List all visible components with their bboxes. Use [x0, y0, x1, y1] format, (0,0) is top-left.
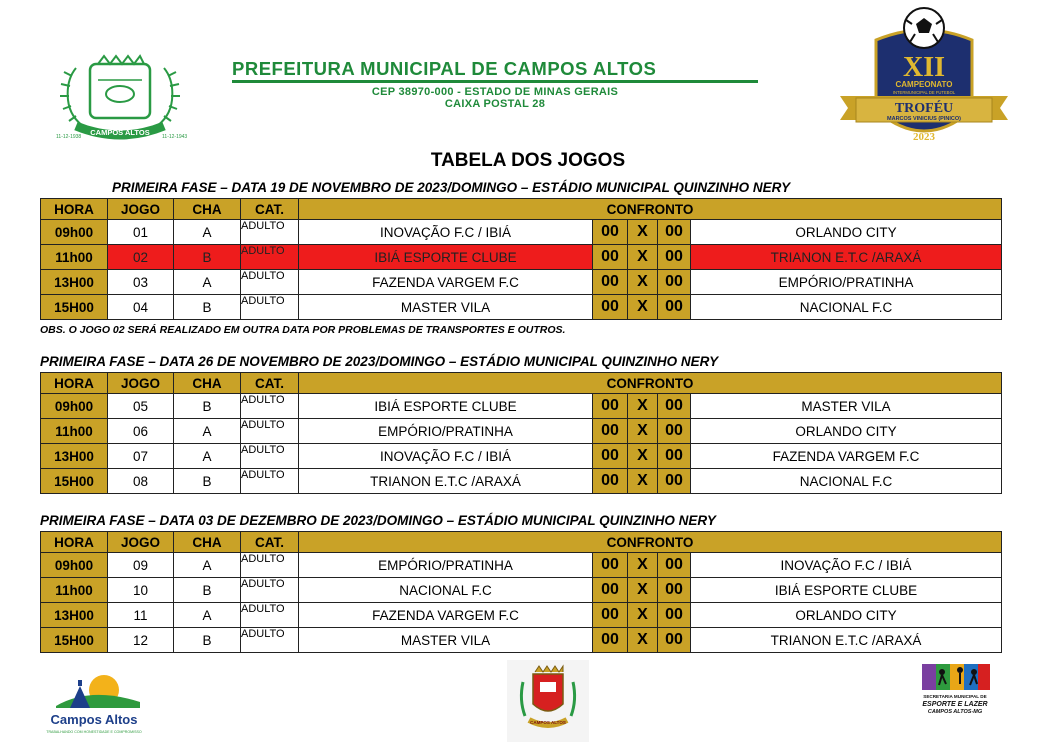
title-rule	[232, 80, 758, 83]
cell-home-team: TRIANON E.T.C /ARAXÁ	[299, 469, 593, 494]
cell-away-team: EMPÓRIO/PRATINHA	[691, 270, 1002, 295]
cell-home-team: FAZENDA VARGEM F.C	[299, 603, 593, 628]
table-row	[41, 220, 1002, 245]
cell-jogo: 02	[108, 245, 174, 270]
cell-cat: ADULTO	[241, 245, 299, 270]
cell-versus: X	[628, 578, 658, 603]
table-row	[41, 444, 1002, 469]
cell-home-score: 00	[593, 270, 628, 295]
cell-hora: 15H00	[41, 469, 108, 494]
city-crest-logo	[46, 50, 194, 142]
cell-jogo: 06	[108, 419, 174, 444]
cell-cat: ADULTO	[241, 444, 299, 469]
table-row	[41, 419, 1002, 444]
table-row	[41, 394, 1002, 419]
cell-away-score: 00	[658, 245, 691, 270]
cell-cha: B	[174, 245, 241, 270]
col-cha: CHA	[174, 532, 241, 553]
table-row	[41, 270, 1002, 295]
cell-jogo: 11	[108, 603, 174, 628]
cell-home-score: 00	[593, 245, 628, 270]
cell-away-score: 00	[658, 553, 691, 578]
cell-away-score: 00	[658, 469, 691, 494]
emblem-roman: XII	[902, 52, 946, 83]
table-header-row	[41, 199, 1002, 220]
footer-left-logo-text: Campos Altos	[50, 712, 138, 727]
col-jogo: JOGO	[108, 532, 174, 553]
cell-jogo: 03	[108, 270, 174, 295]
cell-away-team: FAZENDA VARGEM F.C	[691, 444, 1002, 469]
crest-date-left: 11-12-1938	[56, 134, 82, 140]
cell-away-team: INOVAÇÃO F.C / IBIÁ	[691, 553, 1002, 578]
cell-versus: X	[628, 469, 658, 494]
emblem-line2: INTERMUNICIPAL DE FUTEBOL	[892, 90, 956, 95]
cell-away-score: 00	[658, 394, 691, 419]
cell-cat: ADULTO	[241, 603, 299, 628]
cell-away-score: 00	[658, 444, 691, 469]
cell-versus: X	[628, 394, 658, 419]
phase-3-title: PRIMEIRA FASE – DATA 03 DE DEZEMBRO DE 2023/DOMINGO – ESTÁDIO MUNICIPAL QUINZINHO NERY	[40, 513, 716, 528]
championship-emblem	[836, 6, 1012, 160]
col-cat: CAT.	[241, 532, 299, 553]
cell-hora: 11h00	[41, 245, 108, 270]
cell-hora: 09h00	[41, 394, 108, 419]
cell-cha: B	[174, 578, 241, 603]
col-hora: HORA	[41, 373, 108, 394]
cell-cha: A	[174, 270, 241, 295]
cell-versus: X	[628, 628, 658, 653]
cell-cha: A	[174, 444, 241, 469]
cell-cat: ADULTO	[241, 270, 299, 295]
cell-versus: X	[628, 220, 658, 245]
footer-secretariat-line1: SECRETARIA MUNICIPAL DE	[923, 694, 987, 699]
cell-home-team: EMPÓRIO/PRATINHA	[299, 553, 593, 578]
col-hora: HORA	[41, 199, 108, 220]
col-confronto: CONFRONTO	[299, 199, 1002, 220]
col-cha: CHA	[174, 199, 241, 220]
cell-home-team: INOVAÇÃO F.C / IBIÁ	[299, 220, 593, 245]
cell-cha: B	[174, 469, 241, 494]
cell-home-team: NACIONAL F.C	[299, 578, 593, 603]
table-row	[41, 578, 1002, 603]
cell-cat: ADULTO	[241, 220, 299, 245]
cell-home-team: EMPÓRIO/PRATINHA	[299, 419, 593, 444]
cell-versus: X	[628, 245, 658, 270]
sports-secretariat-logo	[918, 662, 992, 726]
table-row	[41, 603, 1002, 628]
cell-cha: A	[174, 419, 241, 444]
cell-cha: B	[174, 394, 241, 419]
cell-jogo: 07	[108, 444, 174, 469]
cell-jogo: 04	[108, 295, 174, 320]
address-line: CEP 38970-000 - ESTADO DE MINAS GERAIS	[371, 86, 619, 98]
crest-ribbon-text: CAMPOS ALTOS	[90, 128, 150, 137]
table-header-row	[41, 373, 1002, 394]
phase-2-title: PRIMEIRA FASE – DATA 26 DE NOVEMBRO DE 2023/DOMINGO – ESTÁDIO MUNICIPAL QUINZINHO NERY	[40, 354, 719, 369]
cell-home-score: 00	[593, 578, 628, 603]
col-cat: CAT.	[241, 373, 299, 394]
cell-hora: 09h00	[41, 553, 108, 578]
footer-secretariat-line2: ESPORTE E LAZER	[922, 701, 988, 708]
cell-cha: B	[174, 628, 241, 653]
cell-away-score: 00	[658, 628, 691, 653]
table-row	[41, 469, 1002, 494]
cell-jogo: 01	[108, 220, 174, 245]
games-table-phase-2	[40, 372, 1002, 494]
cell-versus: X	[628, 603, 658, 628]
cell-hora: 11h00	[41, 419, 108, 444]
cell-hora: 11h00	[41, 578, 108, 603]
table-row	[41, 553, 1002, 578]
cell-cat: ADULTO	[241, 295, 299, 320]
cell-hora: 09h00	[41, 220, 108, 245]
cell-hora: 13H00	[41, 444, 108, 469]
col-jogo: JOGO	[108, 373, 174, 394]
cell-cha: A	[174, 603, 241, 628]
cell-home-score: 00	[593, 444, 628, 469]
emblem-year: 2023	[913, 131, 935, 143]
municipal-crest-footer	[507, 660, 589, 742]
cell-jogo: 05	[108, 394, 174, 419]
cell-away-team: ORLANDO CITY	[691, 419, 1002, 444]
cell-versus: X	[628, 419, 658, 444]
cell-cat: ADULTO	[241, 578, 299, 603]
cell-home-score: 00	[593, 295, 628, 320]
cell-versus: X	[628, 444, 658, 469]
cell-home-score: 00	[593, 419, 628, 444]
cell-home-score: 00	[593, 394, 628, 419]
col-cat: CAT.	[241, 199, 299, 220]
col-jogo: JOGO	[108, 199, 174, 220]
cell-home-score: 00	[593, 469, 628, 494]
cell-hora: 13H00	[41, 603, 108, 628]
cell-hora: 15H00	[41, 628, 108, 653]
cell-hora: 15H00	[41, 295, 108, 320]
cell-home-score: 00	[593, 603, 628, 628]
cell-away-team: ORLANDO CITY	[691, 220, 1002, 245]
cell-home-team: MASTER VILA	[299, 628, 593, 653]
table-header-row	[41, 532, 1002, 553]
document-title: TABELA DOS JOGOS	[430, 150, 626, 171]
prefecture-title: PREFEITURA MUNICIPAL DE CAMPOS ALTOS	[232, 58, 657, 79]
cell-jogo: 08	[108, 469, 174, 494]
table-row	[41, 295, 1002, 320]
cell-away-team: NACIONAL F.C	[691, 469, 1002, 494]
cell-away-score: 00	[658, 419, 691, 444]
crest-date-right: 11-12-1943	[162, 134, 188, 140]
cell-jogo: 12	[108, 628, 174, 653]
cell-home-score: 00	[593, 553, 628, 578]
cell-versus: X	[628, 553, 658, 578]
cell-home-team: IBIÁ ESPORTE CLUBE	[299, 394, 593, 419]
cell-away-team: ORLANDO CITY	[691, 603, 1002, 628]
cell-away-score: 00	[658, 603, 691, 628]
cell-away-team: IBIÁ ESPORTE CLUBE	[691, 578, 1002, 603]
cell-away-team: NACIONAL F.C	[691, 295, 1002, 320]
cell-away-team: MASTER VILA	[691, 394, 1002, 419]
cell-cat: ADULTO	[241, 628, 299, 653]
cell-away-score: 00	[658, 270, 691, 295]
footer-crest-text: CAMPOS ALTOS	[530, 720, 566, 725]
cell-versus: X	[628, 270, 658, 295]
cell-versus: X	[628, 295, 658, 320]
table-row	[41, 628, 1002, 653]
cell-cat: ADULTO	[241, 553, 299, 578]
table-row-postponed	[41, 245, 1002, 270]
postal-line: CAIXA POSTAL 28	[444, 98, 546, 110]
footer-secretariat-line3: CAMPOS ALTOS-MG	[927, 709, 983, 715]
cell-cat: ADULTO	[241, 419, 299, 444]
cell-home-team: FAZENDA VARGEM F.C	[299, 270, 593, 295]
cell-jogo: 10	[108, 578, 174, 603]
cell-home-team: MASTER VILA	[299, 295, 593, 320]
cell-away-score: 00	[658, 295, 691, 320]
games-table-phase-1	[40, 198, 1002, 320]
cell-home-score: 00	[593, 220, 628, 245]
cell-jogo: 09	[108, 553, 174, 578]
cell-home-team: INOVAÇÃO F.C / IBIÁ	[299, 444, 593, 469]
cell-home-team: IBIÁ ESPORTE CLUBE	[299, 245, 593, 270]
col-confronto: CONFRONTO	[299, 373, 1002, 394]
emblem-line1: CAMPEONATO	[895, 80, 953, 89]
phase-1-title: PRIMEIRA FASE – DATA 19 DE NOVEMBRO DE 2023/DOMINGO – ESTÁDIO MUNICIPAL QUINZINHO NERY	[112, 180, 791, 195]
cell-home-score: 00	[593, 628, 628, 653]
cell-cat: ADULTO	[241, 469, 299, 494]
campos-altos-footer-logo	[44, 672, 148, 738]
cell-hora: 13H00	[41, 270, 108, 295]
games-table-phase-3	[40, 531, 1002, 653]
col-confronto: CONFRONTO	[299, 532, 1002, 553]
cell-away-team: TRIANON E.T.C /ARAXÁ	[691, 245, 1002, 270]
observation-note: OBS. O JOGO 02 SERÁ REALIZADO EM OUTRA DATA POR PROBLEMAS DE TRANSPORTES E OUTROS.	[40, 324, 566, 336]
cell-cha: B	[174, 295, 241, 320]
cell-away-score: 00	[658, 220, 691, 245]
emblem-trophy: TROFÉU	[894, 101, 954, 116]
emblem-honoree: MARCOS VINICIUS (PINICO)	[887, 116, 961, 122]
cell-cha: A	[174, 553, 241, 578]
col-cha: CHA	[174, 373, 241, 394]
cell-cha: A	[174, 220, 241, 245]
cell-cat: ADULTO	[241, 394, 299, 419]
col-hora: HORA	[41, 532, 108, 553]
cell-away-team: TRIANON E.T.C /ARAXÁ	[691, 628, 1002, 653]
cell-away-score: 00	[658, 578, 691, 603]
footer-left-tagline: TRABALHANDO COM HONESTIDADE E COMPROMISSO	[46, 730, 142, 734]
